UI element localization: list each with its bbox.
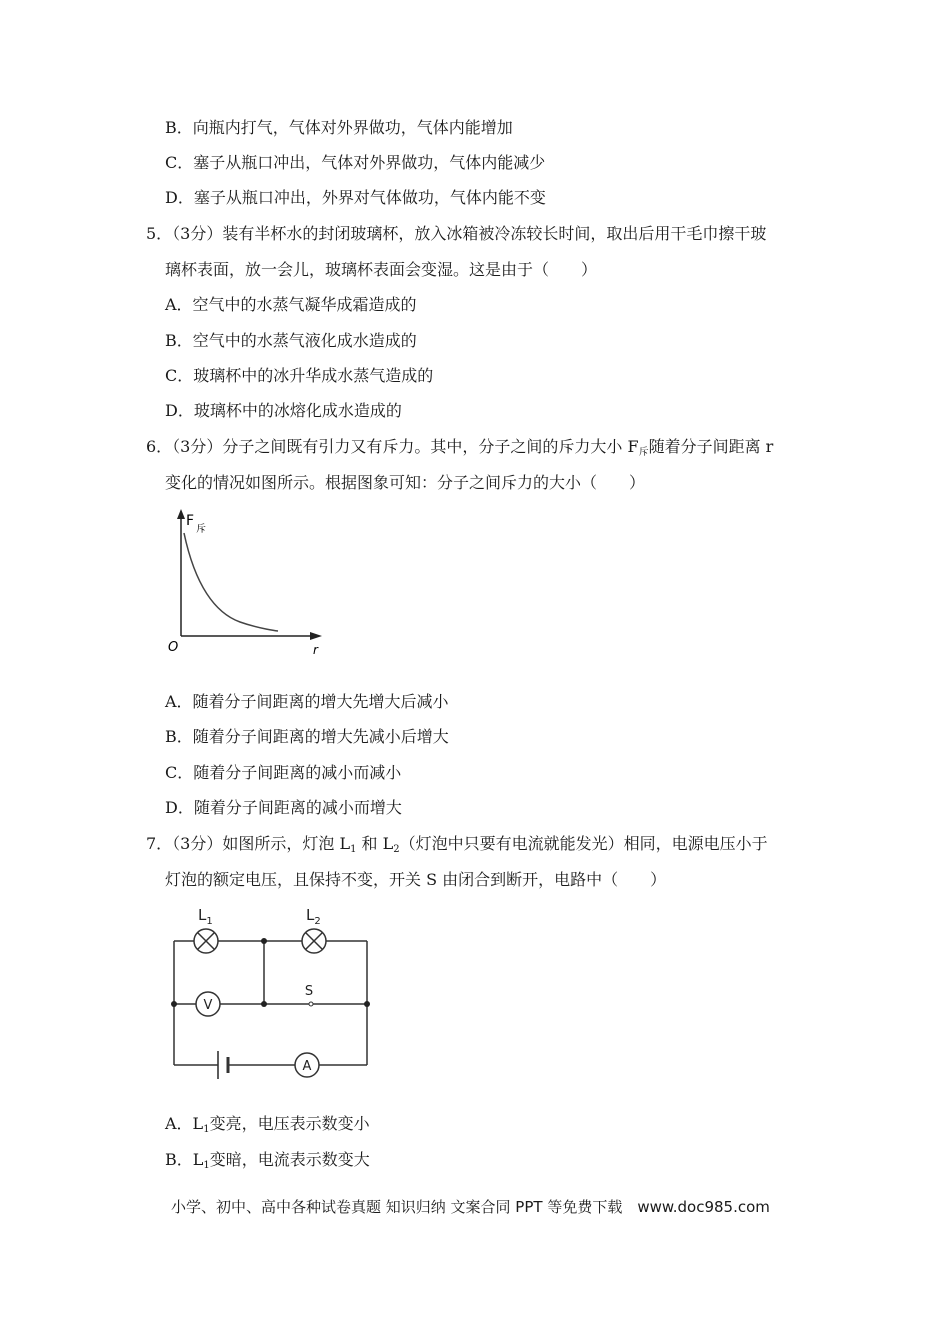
q5-stem-line2: 璃杯表面，放一会儿，玻璃杯表面会变湿。这是由于（ ） (165, 260, 598, 279)
q7-a-text: 变亮，电压表示数变小 (209, 1114, 370, 1133)
battery (218, 1051, 228, 1079)
voltmeter (196, 992, 220, 1016)
graph-y-sub: 斥 (196, 524, 206, 535)
q4-option-c: C．塞子从瓶口冲出，气体对外界做功，气体内能减少 (165, 153, 546, 172)
q7-sub1: 1 (350, 844, 357, 855)
page-footer: 小学、初中、高中各种试卷真题 知识归纳 文案合同 PPT 等免费下载 www.doc985.com (171, 1198, 770, 1216)
graph-y-arrow (177, 509, 185, 519)
q7-stem1-c: （灯泡中只要有电流就能发光）相同，电源电压小于 (399, 834, 768, 853)
ammeter (295, 1053, 319, 1077)
q5-stem-line1: 5．（3分）装有半杯水的封闭玻璃杯，放入冰箱被冷冻较长时间，取出后用干毛巾擦干玻 (146, 224, 767, 243)
voltmeter-label: V (203, 998, 213, 1013)
q6-stem1-b: 随着分子间距离 r (648, 437, 774, 456)
graph-x-arrow (310, 632, 322, 640)
switch-label: S (304, 984, 314, 999)
ammeter-label: A (302, 1059, 312, 1074)
q7-b-prefix: B．L (165, 1150, 204, 1169)
l2-label: $L_2$ (306, 906, 321, 927)
q7-b-sub: 1 (203, 1160, 210, 1171)
q5-option-a: A．空气中的水蒸气凝华成霜造成的 (165, 295, 417, 314)
q6-stem-line1 (146, 437, 773, 457)
q5-option-d: D．玻璃杯中的冰熔化成水造成的 (165, 401, 402, 420)
q6-option-a: A．随着分子间距离的增大先增大后减小 (165, 692, 449, 711)
graph-curve (184, 533, 278, 631)
q7-stem-line1 (146, 834, 768, 854)
circuit-diagram (160, 898, 390, 1088)
lamp-l1 (194, 929, 218, 953)
q4-option-d: D．塞子从瓶口冲出，外界对气体做功，气体内能不变 (165, 188, 546, 207)
q7-sub2: 2 (393, 844, 400, 855)
q7-a-prefix: A．L (165, 1114, 204, 1133)
q6-stem1-sub: 斥 (638, 447, 649, 458)
repulsion-force-graph (160, 505, 340, 660)
q7-option-b (165, 1150, 370, 1170)
q6-option-b: B．随着分子间距离的增大先减小后增大 (165, 727, 449, 746)
q5-option-c: C．玻璃杯中的冰升华成水蒸气造成的 (165, 366, 434, 385)
lamp-l2 (302, 929, 326, 953)
q7-stem1-a: 7．（3分）如图所示，灯泡 L (146, 834, 351, 853)
q7-stem-line2: 灯泡的额定电压，且保持不变，开关 S 由闭合到断开，电路中（ ） (165, 870, 667, 889)
l1-label: $L_1$ (198, 906, 213, 927)
q4-option-b: B．向瓶内打气，气体对外界做功，气体内能增加 (165, 118, 513, 137)
q7-a-sub: 1 (203, 1124, 210, 1135)
q7-option-a (165, 1114, 370, 1134)
q6-stem-line2: 变化的情况如图所示。根据图象可知：分子之间斥力的大小（ ） (165, 473, 646, 492)
q7-b-text: 变暗，电流表示数变大 (209, 1150, 370, 1169)
graph-origin: O (168, 640, 179, 655)
q6-stem1-a: 6．（3分）分子之间既有引力又有斥力。其中，分子之间的斥力大小 F (146, 437, 639, 456)
q6-option-c: C．随着分子间距离的减小而减小 (165, 763, 402, 782)
graph-y-label: F (186, 513, 195, 529)
switch-s (305, 984, 313, 1006)
graph-x-label: r (313, 643, 318, 657)
q6-option-d: D．随着分子间距离的减小而增大 (165, 798, 402, 817)
q7-stem1-b: 和 L (356, 834, 394, 853)
q5-option-b: B．空气中的水蒸气液化成水造成的 (165, 331, 417, 350)
